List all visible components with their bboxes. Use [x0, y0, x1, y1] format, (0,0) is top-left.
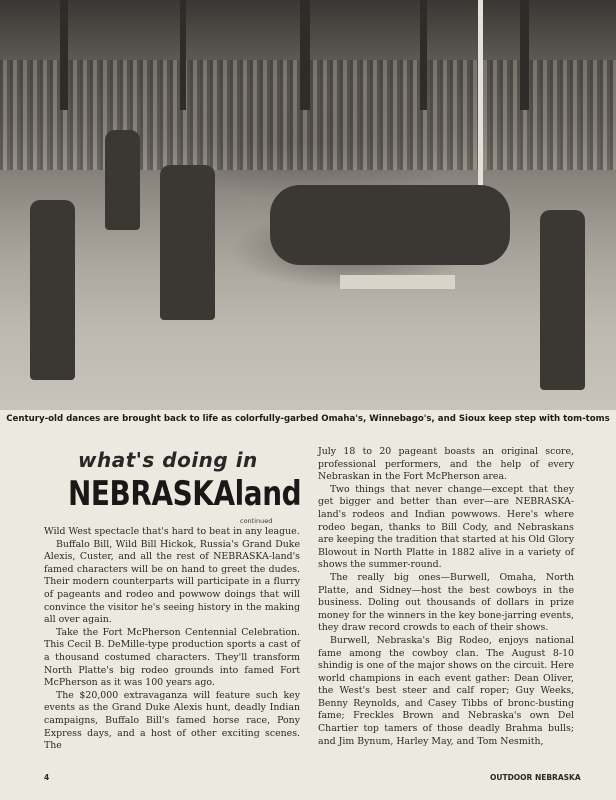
paragraph: Burwell, Nebraska's Big Rodeo, enjoys national fame among the cowboy clan. The August 8-10 shindig is one of the major shows on the circuit. Here world champions in each event gather: Dean Oliver, the West's best steer and calf roper; Guy Weeks, Benny Reynolds, and Casey Tibbs of bronc-busting fame; Freckles Brown and Nebraska's own Del Chartier top tamers of those deadly Brahma bulls; and Jim Bynum, Harley May, and Tom Nesmith,	[318, 634, 574, 747]
tree	[180, 0, 186, 110]
drum-group	[270, 185, 510, 265]
dancer-figure	[30, 200, 75, 380]
tree	[300, 0, 310, 110]
dancer-figure	[105, 130, 140, 230]
left-column	[44, 526, 300, 753]
right-column	[318, 446, 574, 748]
tree	[60, 0, 68, 110]
flag-pole	[478, 0, 483, 200]
paragraph: Two things that never change—except that they get bigger and better than ever—are NEBRASKA-land's rodeos and Indian powwows. Here's where rodeo began, thanks to Bill Cody, and Nebraskans are keeping the tradition that started at his Old Glory Blowout in North Platte in 1882 alive in a variety of shows the summer-round.	[318, 483, 574, 571]
paragraph: Take the Fort McPherson Centennial Celebration. This Cecil B. DeMille-type production sports a cast of a thousand costumed characters. They'll transform North Platte's big rodeo grounds into famed Fort McPherson as it was 100 years ago.	[44, 626, 300, 689]
paragraph: The $20,000 extravaganza will feature such key events as the Grand Duke Alexis hunt, deadly Indian campaigns, Buffalo Bill's famed horse race, Pony Express days, and a host of other exciting scenes. The	[44, 689, 300, 752]
bench	[340, 275, 455, 289]
paragraph: The really big ones—Burwell, Omaha, North Platte, and Sidney—host the best cowboys in the business. Doling out thousands of dollars in prize money for the winners in the key bone-jarring events, they draw record crowds to each of their shows.	[318, 571, 574, 634]
page-number: 4	[44, 773, 50, 782]
paragraph: Buffalo Bill, Wild Bill Hickok, Russia's Grand Duke Alexis, Custer, and all the rest of NEBRASKA-land's famed characters will be on hand to greet the dudes. Their modern counterparts will participate in a flurry of pageants and rodeo and powwow doings that will convince the visitor he's seeing history in the making all over again.	[44, 538, 300, 626]
continued-label: continued	[240, 517, 273, 525]
dancer-figure	[160, 165, 215, 320]
photo-caption: Century-old dances are brought back to life as colorfully-garbed Omaha's, Winnebago's, and Sioux keep step with tom-toms	[6, 414, 610, 424]
tree	[420, 0, 427, 110]
heading-title: NEBRASKAland	[68, 474, 302, 514]
dancer-figure	[540, 210, 585, 390]
paragraph: July 18 to 20 pageant boasts an original score, professional performers, and the help of every Nebraskan in the Fort McPherson area.	[318, 446, 574, 483]
publication-name: OUTDOOR NEBRASKA	[490, 773, 581, 782]
tree	[520, 0, 529, 110]
heading-script: what's doing in	[78, 448, 258, 472]
paragraph: Wild West spectacle that's hard to beat in any league.	[44, 526, 300, 537]
